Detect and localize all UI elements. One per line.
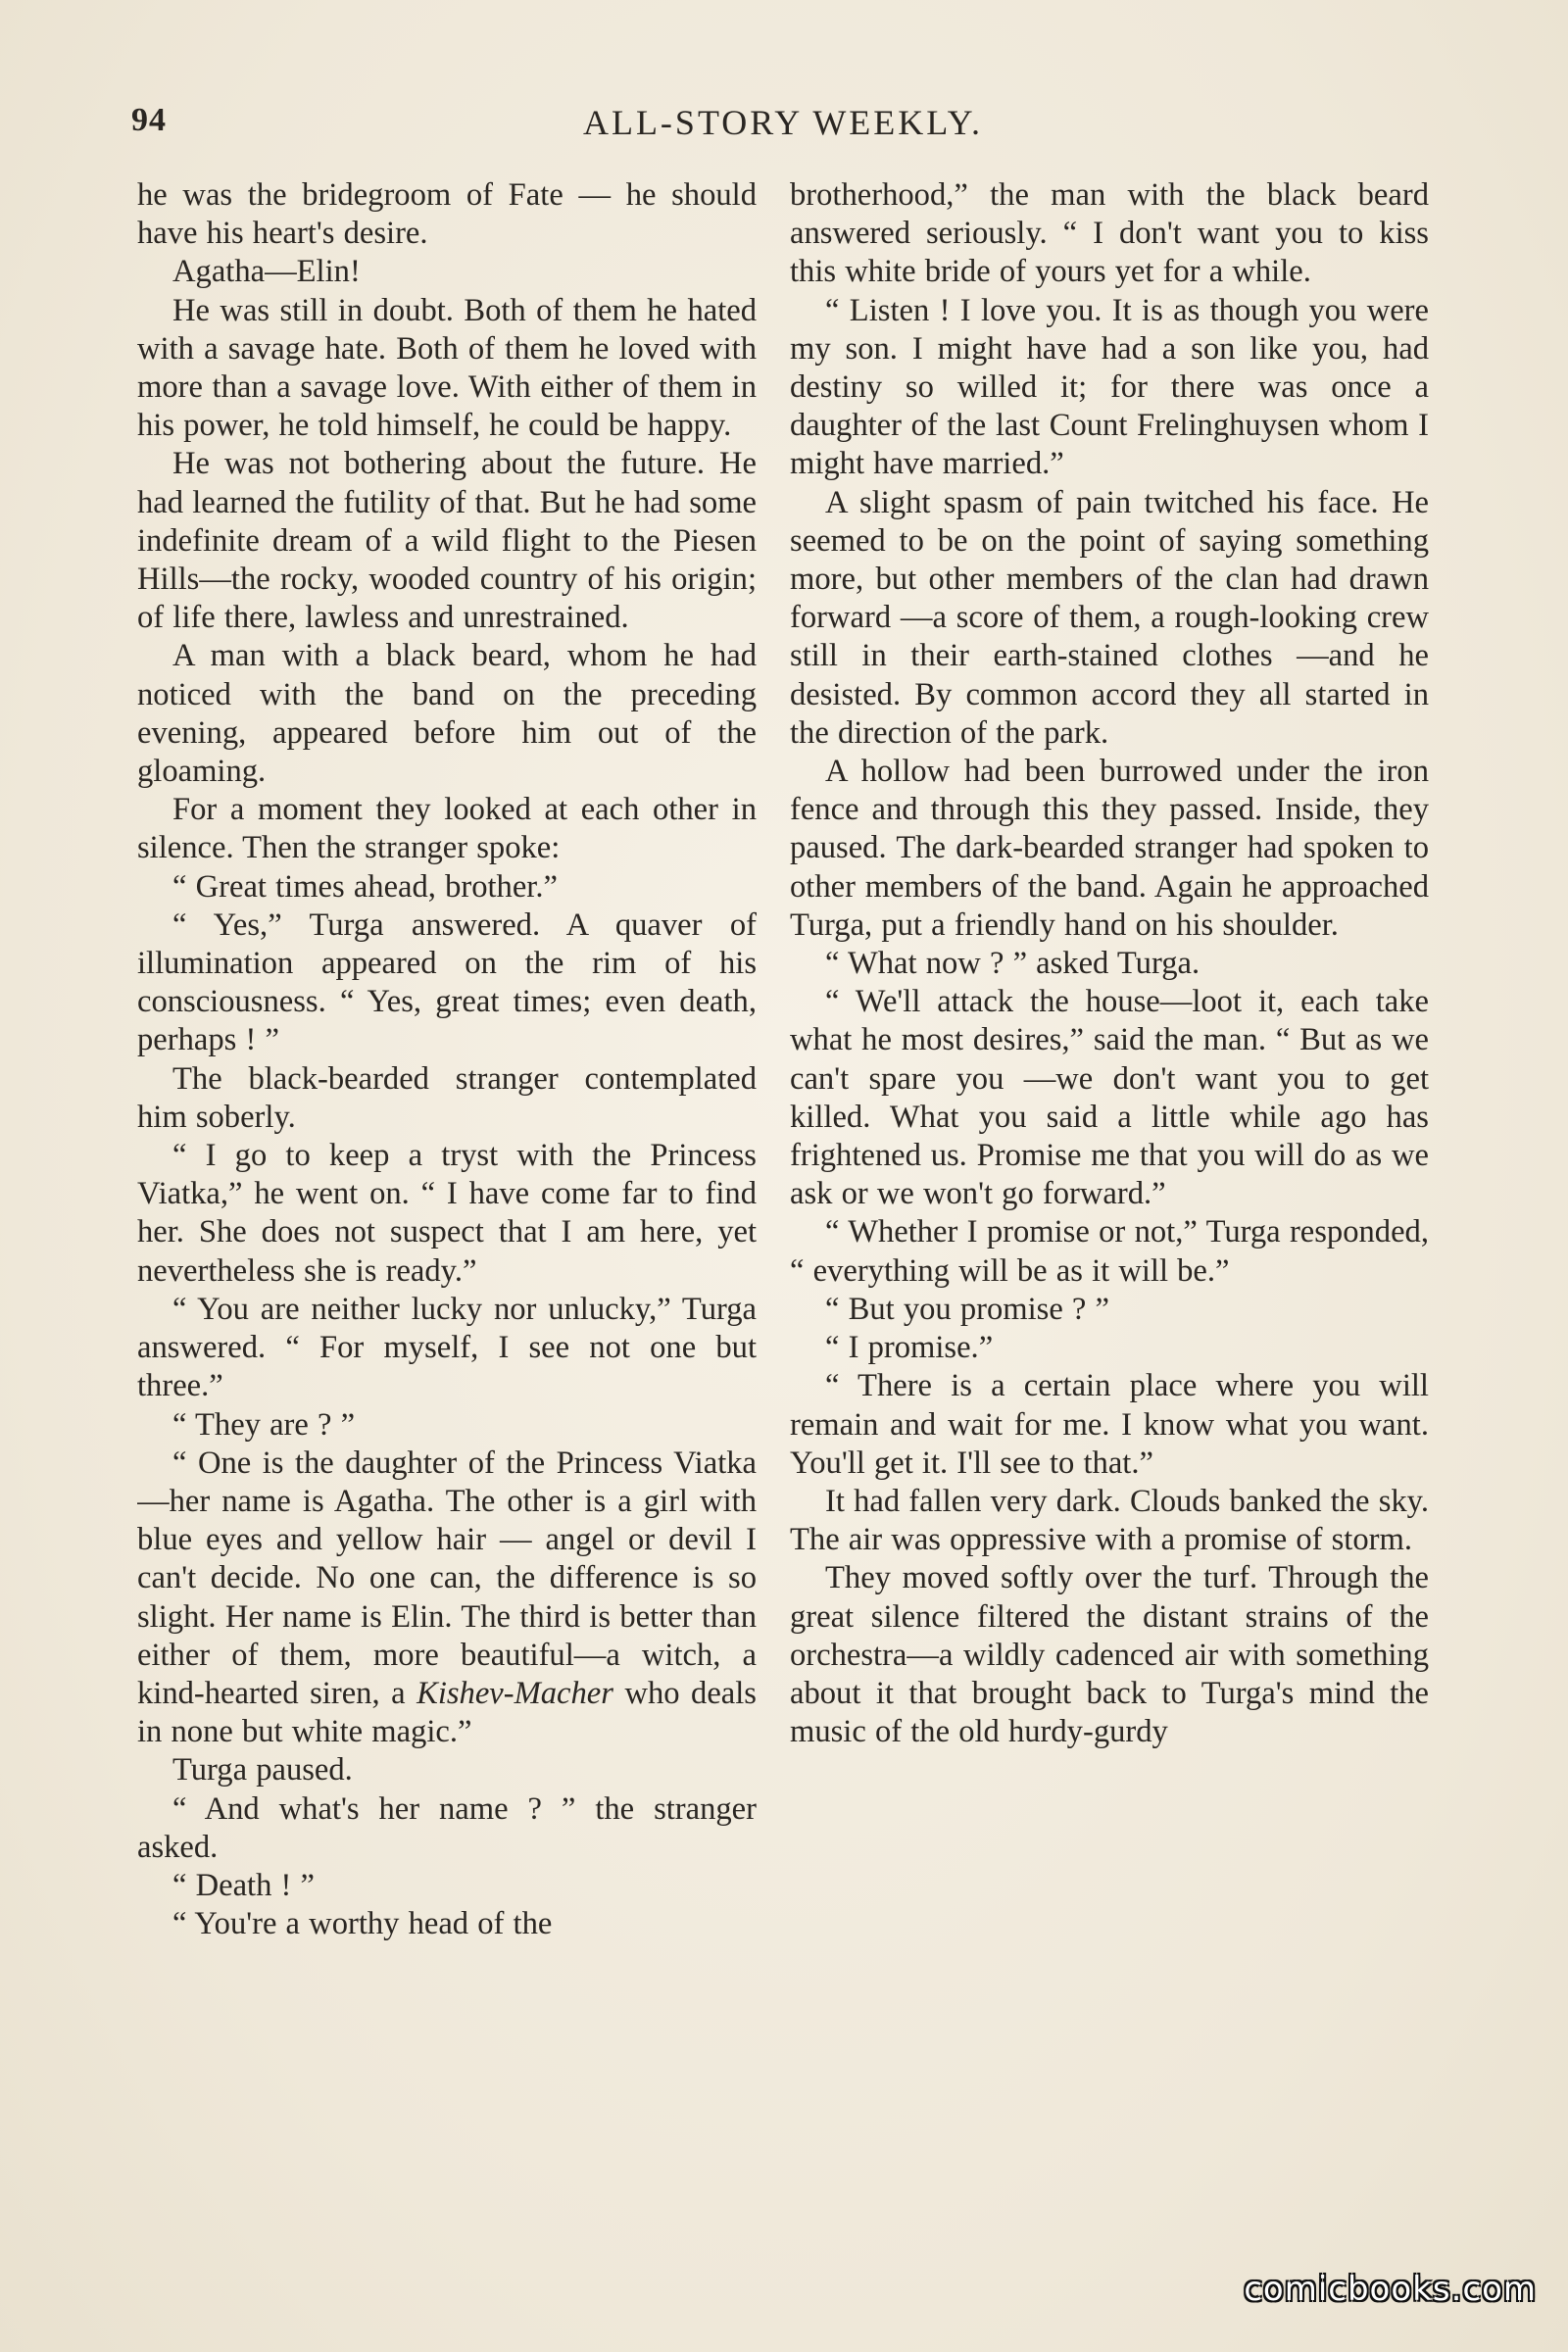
paragraph: [790, 1367, 1429, 1483]
paragraph-text: “ Whether I promise or not,” Turga responded, “ everything will be as it will be.”: [790, 1214, 1429, 1289]
left-column: [137, 176, 757, 2215]
paragraph: [137, 1867, 757, 1905]
paragraph-text: “ I promise.”: [825, 1330, 994, 1366]
paragraph: [137, 1060, 757, 1137]
paragraph: [790, 1559, 1429, 1751]
paragraph: [790, 1213, 1429, 1290]
paragraph: [137, 1291, 757, 1406]
paragraph-text: For a moment they looked at each other in silence. Then the stranger spoke:: [137, 792, 757, 866]
paragraph: [137, 637, 757, 791]
paragraph-text: “ I go to keep a tryst with the Princess Viatka,” he went on. “ I have come far to find her. She does not suspect that I am here, yet nevertheless she is ready.”: [137, 1138, 757, 1289]
paragraph-text: “ One is the daughter of the Princess Viatka—her name is Agatha. The other is a girl with blue eyes and yellow hair — angel or devil I can't decide. No one can, the difference is so slight. Her name is Elin. The third is better than either of them, more beautiful—a witch, a kind-hearted siren, a: [137, 1445, 757, 1711]
paragraph-text: “ And what's her name ? ” the stranger asked.: [137, 1790, 757, 1865]
paragraph: [790, 1329, 1429, 1367]
page-number: 94: [131, 102, 167, 138]
paragraph: [137, 791, 757, 867]
paragraph: [137, 1137, 757, 1291]
paragraph-text: He was still in doubt. Both of them he hated with a savage hate. Both of them he loved with more than a savage love. With either of them in his power, he told himself, he could be happy.: [137, 292, 757, 444]
paragraph: [137, 1751, 757, 1789]
paragraph-text: The black-bearded stranger contemplated him soberly.: [137, 1060, 757, 1135]
paragraph: [790, 983, 1429, 1213]
paragraph-text: “ Yes,” Turga answered. A quaver of illumination appeared on the rim of his consciousness. “ Yes, great times; even death, perhaps ! ”: [137, 906, 757, 1058]
paragraph: [137, 868, 757, 906]
paragraph-text: They moved softly over the turf. Through the great silence filtered the distant strains of the orchestra—a wildly cadenced air with something about it that brought back to Turga's mind the music of the old hurdy-gurdy: [790, 1560, 1429, 1750]
page-header: [131, 102, 1435, 151]
paragraph-text: “ They are ? ”: [172, 1406, 356, 1443]
paragraph-text-continued: who deals in none but white magic.”: [137, 1675, 757, 1750]
paragraph-text: “ But you promise ? ”: [825, 1291, 1109, 1327]
paragraph: [790, 945, 1429, 983]
paragraph: [137, 176, 757, 253]
paragraph: [137, 1790, 757, 1867]
paragraph: [137, 445, 757, 637]
paragraph: [137, 292, 757, 446]
right-column: [790, 176, 1429, 2215]
running-head: ALL-STORY WEEKLY.: [582, 103, 984, 142]
paragraph-text: A slight spasm of pain twitched his face. He seemed to be on the point of saying something more, but other members of the clan had drawn forward —a score of them, a rough-looking crew still in their earth-stained clothes —and he desisted. By common accord they all started in the direction of the park.: [790, 484, 1429, 751]
italic-term: Kishev-Macher: [416, 1675, 613, 1711]
paragraph: [137, 1905, 757, 1943]
paragraph-text: A hollow had been burrowed under the iron fence and through this they passed. Inside, they paused. The dark-bearded stranger had spoken to other members of the band. Again he approached Turga, put a friendly hand on his shoulder.: [790, 754, 1429, 943]
paragraph-text: brotherhood,” the man with the black beard answered seriously. “ I don't want you to kiss this white bride of yours yet for a while.: [790, 177, 1429, 290]
paragraph-text: A man with a black beard, whom he had noticed with the band on the preceding evening, appeared before him out of the gloaming.: [137, 638, 757, 790]
paragraph-text: Agatha—Elin!: [172, 254, 361, 290]
paragraph-text: “ Listen ! I love you. It is as though you were my son. I might have had a son like you, had destiny so willed it; for there was once a daughter of the last Count Frelinghuysen whom I might have married.”: [790, 292, 1429, 482]
paragraph: [790, 753, 1429, 945]
paragraph-text: “ There is a certain place where you will remain and wait for me. I know what you want. You'll get it. I'll see to that.”: [790, 1368, 1429, 1481]
paragraph-text: He was not bothering about the future. He had learned the futility of that. But he had some indefinite dream of a wild flight to the Piesen Hills—the rocky, wooded country of his origin; of life there, lawless and unrestrained.: [137, 446, 757, 636]
paragraph-text: Turga paused.: [172, 1752, 353, 1788]
paragraph-text: he was the bridegroom of Fate — he should have his heart's desire.: [137, 177, 757, 252]
paragraph-text: “ What now ? ” asked Turga.: [825, 946, 1200, 982]
paragraph: [790, 484, 1429, 753]
paragraph: [790, 176, 1429, 292]
paragraph: [790, 1483, 1429, 1559]
paragraph: [790, 1291, 1429, 1329]
paragraph-text: “ Death ! ”: [172, 1867, 315, 1903]
watermark: comicbooks.com: [1244, 2270, 1537, 2309]
paragraph: [137, 253, 757, 291]
paragraph: [137, 1445, 757, 1752]
paragraph-text: “ You are neither lucky nor unlucky,” Turga answered. “ For myself, I see not one but three.”: [137, 1291, 757, 1404]
paragraph-text: It had fallen very dark. Clouds banked the sky. The air was oppressive with a promise of storm.: [790, 1483, 1429, 1558]
paragraph-text: “ We'll attack the house—loot it, each take what he most desires,” said the man. “ But as we can't spare you —we don't want you to get killed. What you said a little while ago has frightened us. Promise me that you will do as we ask or we won't go forward.”: [790, 984, 1429, 1212]
paragraph-text: “ You're a worthy head of the: [172, 1906, 553, 1942]
paragraph-text: “ Great times ahead, brother.”: [172, 868, 558, 905]
paragraph: [137, 906, 757, 1060]
paragraph: [790, 292, 1429, 484]
paragraph: [137, 1406, 757, 1445]
